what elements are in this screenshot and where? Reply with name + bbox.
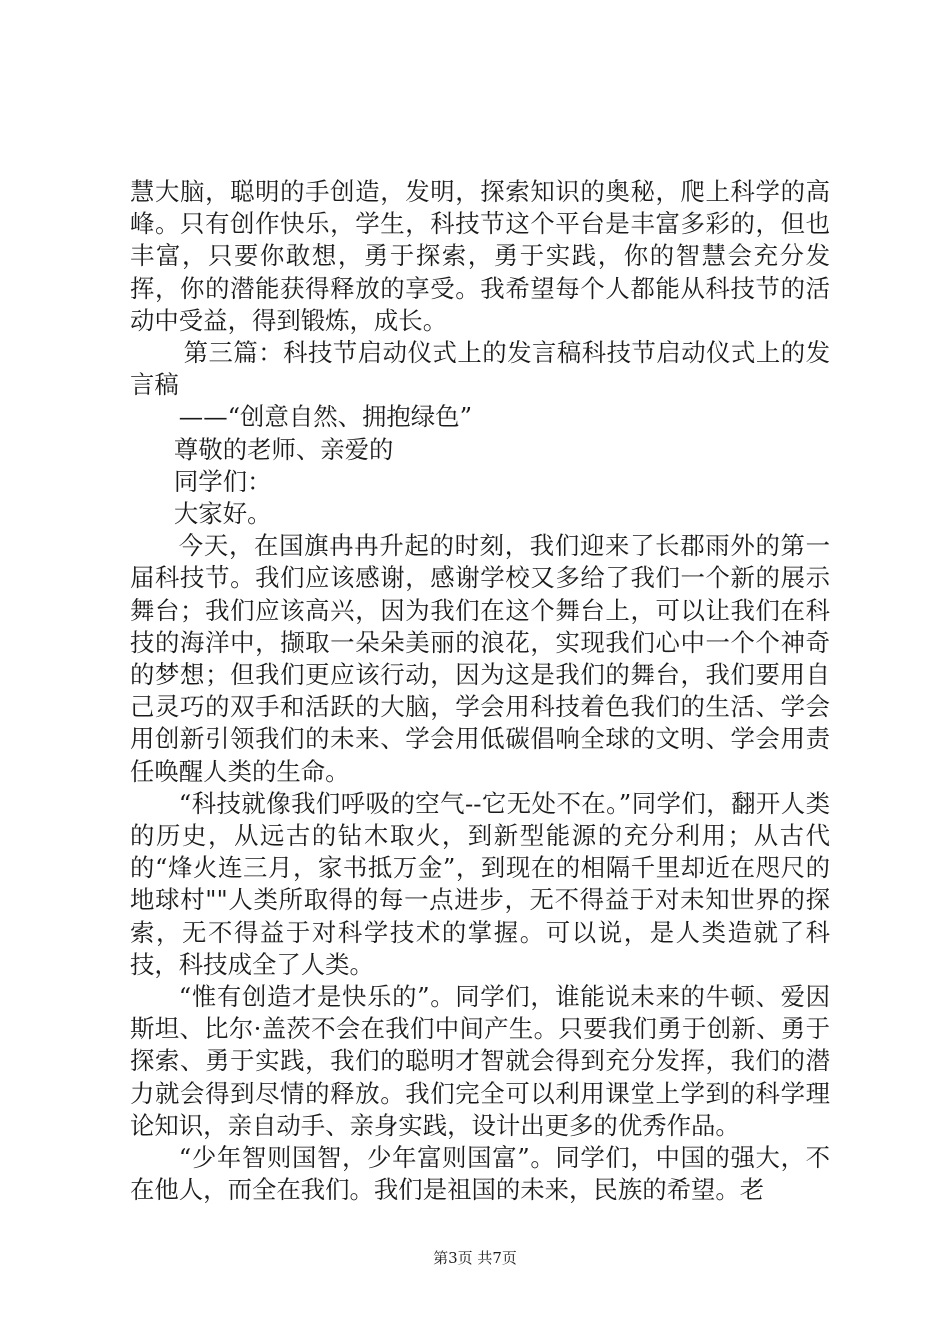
salutation-line-2: 同学们：	[173, 466, 272, 496]
paragraph-technology-air: “科技就像我们呼吸的空气--它无处不在。”同学们，翻开人类的历史，从远古的钻木取火，到新型能源的充分利用；从古代的“烽火连三月，家书抵万金”，到现在的相隔千里却近在咫尺的地球村""人类所取得的每一点进步，无不得益于对未知世界的探索，无不得益于对科学技术的掌握。可以说，是人类造就了科技，科技成全了人类。	[130, 788, 830, 979]
document-body	[130, 176, 830, 1207]
paragraph-continuation: 慧大脑，聪明的手创造，发明，探索知识的奥秘，爬上科学的高峰。只有创作快乐，学生，科技节这个平台是丰富多彩的，但也丰富，只要你敢想，勇于探索，勇于实践，你的智慧会充分发挥，你的潜能获得释放的享受。我希望每个人都能从科技节的活动中受益，得到锻炼，成长。	[130, 177, 830, 335]
paragraph-youth-strong: “少年智则国智，少年富则国富”。同学们，中国的强大，不在他人，而全在我们。我们是祖国的未来，民族的希望。老	[130, 1143, 830, 1205]
greeting-line: 大家好。	[173, 499, 272, 529]
salutation-line-1: 尊敬的老师、亲爱的	[173, 434, 394, 464]
paragraph-creation-joy: “惟有创造才是快乐的”。同学们，谁能说未来的牛顿、爱因斯坦、比尔·盖茨不会在我们中间产生。只要我们勇于创新、勇于探索、勇于实践，我们的聪明才智就会得到充分发挥，我们的潜力就会得到尽情的释放。我们完全可以利用课堂上学到的科学理论知识，亲自动手、亲身实践，设计出更多的优秀作品。	[130, 982, 830, 1140]
paragraph-today: 今天，在国旗冉冉升起的时刻，我们迎来了长郡雨外的第一届科技节。我们应该感谢，感谢学校又多给了我们一个新的展示舞台；我们应该高兴，因为我们在这个舞台上，可以让我们在科技的海洋中，撷取一朵朵美丽的浪花，实现我们心中一个个神奇的梦想；但我们更应该行动，因为这是我们的舞台，我们要用自己灵巧的双手和活跃的大脑，学会用科技着色我们的生活、学会用创新引领我们的未来、学会用低碳倡响全球的文明、学会用责任唤醒人类的生命。	[130, 531, 830, 786]
speech-subtitle: ——“创意自然、拥抱绿色”	[178, 402, 473, 432]
page-number-footer: 第3页 共7页	[433, 1249, 517, 1267]
section-heading: 第三篇：科技节启动仪式上的发言稿科技节启动仪式上的发言稿	[130, 338, 830, 400]
